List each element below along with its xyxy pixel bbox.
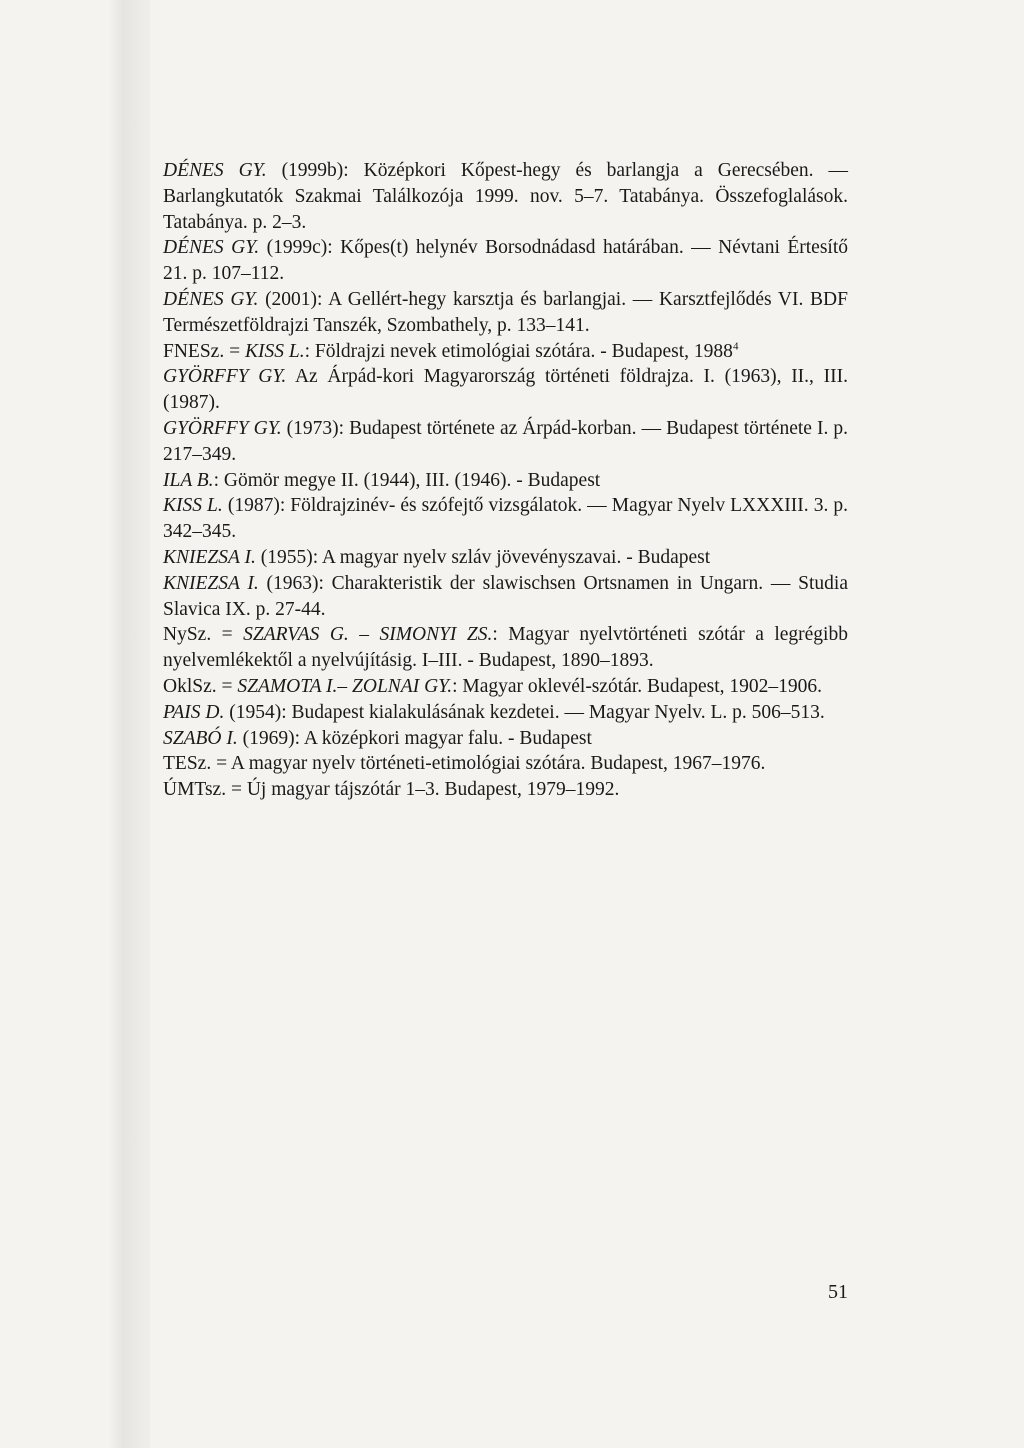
bib-entry <box>163 468 848 494</box>
entry-text: (1999c): Kőpes(t) helynév Borsodnádasd határában. — Névtani Értesítő 21. p. 107–112. <box>163 237 848 285</box>
bib-entry <box>163 622 848 674</box>
entry-author: PAIS D. <box>163 701 225 723</box>
entry-author: ILA B. <box>163 469 214 491</box>
scan-shadow <box>0 0 150 1448</box>
bib-entry <box>163 235 848 287</box>
page-number: 51 <box>828 1281 848 1303</box>
bib-entry <box>163 493 848 545</box>
entry-text: (1973): Budapest története az Árpád-korban. — Budapest története I. p. 217–349. <box>163 417 848 465</box>
entry-text: (2001): A Gellért-hegy karsztja és barlangjai. — Karsztfejlődés VI. BDF Természetföldrajzi Tanszék, Szombathely, p. 133–141. <box>163 288 848 336</box>
entry-text: (1963): Charakteristik der slawischsen Ortsnamen in Ungarn. — Studia Slavica IX. p. 27-44. <box>163 572 848 620</box>
entry-author: GYÖRFFY GY. <box>163 417 282 439</box>
bib-entry <box>163 571 848 623</box>
entry-text: Az Árpád-kori Magyarország történeti földrajza. I. (1963), II., III. (1987). <box>163 366 848 414</box>
bib-entry <box>163 726 848 752</box>
entry-text: (1987): Földrajzinév- és szófejtő vizsgálatok. — Magyar Nyelv LXXXIII. 3. p. 342–345. <box>163 495 848 543</box>
bib-entry <box>163 287 848 339</box>
entry-author: SZAMOTA I.– ZOLNAI GY. <box>237 675 453 697</box>
entry-text: (1954): Budapest kialakulásának kezdetei. — Magyar Nyelv. L. p. 506–513. <box>224 701 825 723</box>
entry-text: (1999b): Középkori Kőpest-hegy és barlangja a Gerecsében. — Barlangkutatók Szakmai Találkozója 1999. nov. 5–7. Tatabánya. Összefoglalások. Tatabánya. p. 2–3. <box>163 160 848 233</box>
bib-entry <box>163 339 848 365</box>
entry-prefix: ÚMTsz. = Új magyar tájszótár 1–3. Budapest, 1979–1992. <box>163 779 620 801</box>
entry-text: (1955): A magyar nyelv szláv jövevényszavai. - Budapest <box>255 546 711 568</box>
entry-author: GYÖRFFY GY. <box>163 366 287 388</box>
entry-author: KNIEZSA I. <box>163 572 259 594</box>
entry-author: DÉNES GY. <box>163 288 259 310</box>
entry-author: KNIEZSA I. <box>163 546 256 568</box>
bib-entry <box>163 416 848 468</box>
entry-prefix: OklSz. = <box>163 675 238 697</box>
entry-text: : Magyar oklevél-szótár. Budapest, 1902–1906. <box>452 675 822 697</box>
entry-prefix: NySz. = <box>163 624 244 646</box>
entry-author: DÉNES GY. <box>163 160 267 181</box>
bib-entry <box>163 777 848 803</box>
bibliography-list <box>163 158 848 803</box>
bib-entry <box>163 545 848 571</box>
bib-entry <box>163 751 848 777</box>
entry-prefix: FNESz. = <box>163 340 245 362</box>
entry-text: : Gömör megye II. (1944), III. (1946). - Budapest <box>213 469 601 491</box>
entry-text: : Földrajzi nevek etimológiai szótára. - Budapest, 1988 <box>304 340 733 362</box>
entry-author: KISS L. <box>244 340 305 362</box>
entry-author: KISS L. <box>163 495 223 517</box>
entry-text: : Magyar nyelvtörténeti szótár a legrégibb nyelvemlékektől a nyelvújításig. I–III. - Budapest, 1890–1893. <box>163 624 848 672</box>
bib-entry <box>163 364 848 416</box>
entry-author: SZARVAS G. – SIMONYI ZS. <box>243 624 493 646</box>
bib-entry <box>163 158 848 235</box>
entry-prefix: TESz. = A magyar nyelv történeti-etimológiai szótára. Budapest, 1967–1976. <box>163 753 766 775</box>
bib-entry <box>163 674 848 700</box>
entry-text: (1969): A középkori magyar falu. - Budapest <box>237 727 592 749</box>
entry-author: DÉNES GY. <box>163 237 260 259</box>
bib-entry <box>163 700 848 726</box>
entry-author: SZABÓ I. <box>163 727 238 749</box>
edition-superscript: 4 <box>732 340 739 353</box>
